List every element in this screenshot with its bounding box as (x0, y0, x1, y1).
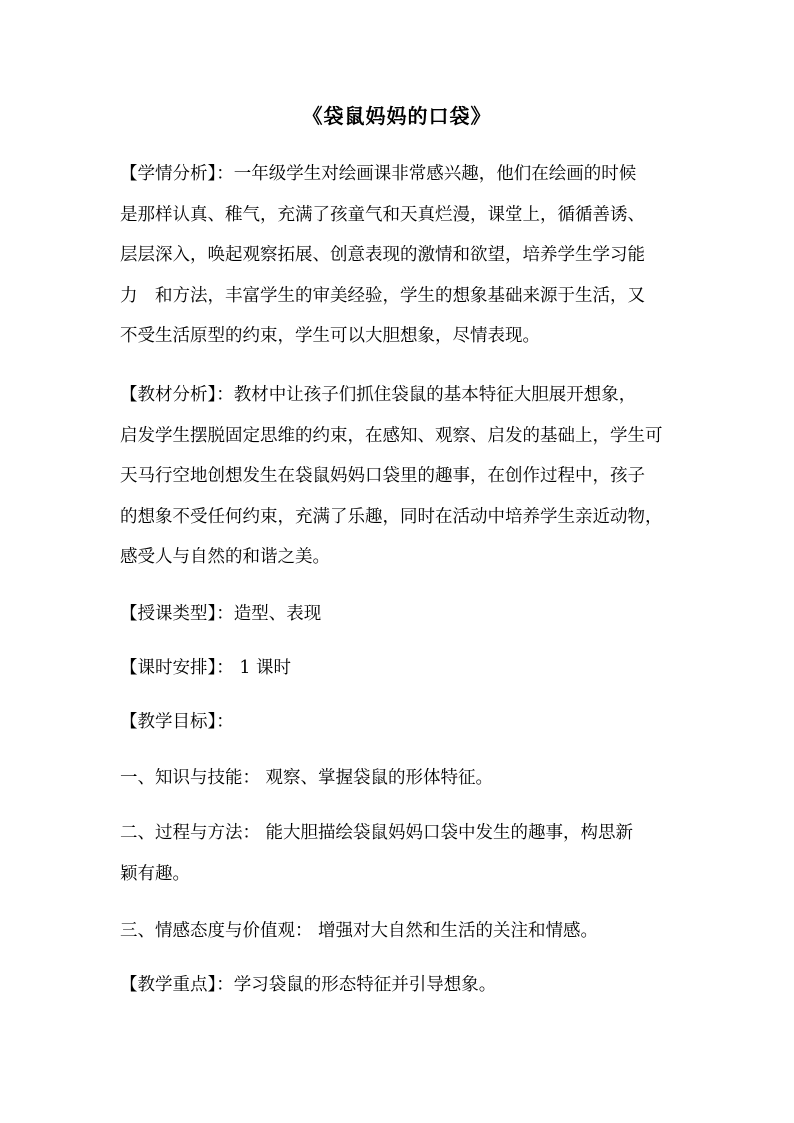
lesson-type-value: ：造型、表现 (216, 604, 322, 624)
key-points-value: ：学习袋鼠的形态特征并引导想象。 (216, 975, 497, 995)
material-analysis-line-2: 启发学生摆脱固定思维的约束，在感知、观察、启发的基础上，学生可 (120, 425, 663, 446)
schedule-label: 【课时安排】 (120, 658, 217, 678)
student-analysis-paragraph (120, 154, 680, 357)
objectives-paragraph: 【教学目标】： (120, 712, 234, 732)
student-analysis-line-3: 层层深入，唤起观察拓展、创意表现的激情和欲望，培养学生学习能 (120, 245, 645, 265)
key-points-label: 【教学重点】 (120, 975, 217, 995)
objectives-label: 【教学目标】 (120, 712, 217, 732)
objective-process-methods: 二、过程与方法： 能大胆描绘袋鼠妈妈口袋中发生的趣事，构思新 颖有趣。 (120, 823, 634, 884)
objective-knowledge-skills: 一、知识与技能： 观察、掌握袋鼠的形体特征。 (120, 768, 494, 788)
material-analysis-label: 【教材分析】 (120, 385, 217, 405)
objective-emotion-values: 三、情感态度与价值观： 增强对大自然和生活的关注和情感。 (120, 921, 599, 941)
material-analysis-line-4: 的想象不受任何约束，充满了乐趣，同时在活动中培养学生亲近动物， (120, 506, 663, 527)
student-analysis-line-2: 是那样认真、稚气，充满了孩童气和天真烂漫，课堂上，循循善诱、 (120, 204, 645, 225)
student-analysis-line-1: 【学情分析】：一年级学生对绘画课非常感兴趣，他们在绘画的时候 (120, 164, 637, 184)
material-analysis-line-1: 【教材分析】：教材中让孩子们抓住袋鼠的基本特征大胆展开想象， (120, 385, 637, 405)
material-analysis-line-5: 感受人与自然的和谐之美。 (120, 547, 330, 567)
student-analysis-label: 【学情分析】 (120, 164, 217, 184)
document-title: 《袋鼠妈妈的口袋》 (302, 104, 492, 128)
key-points-paragraph (120, 965, 680, 1006)
lesson-type-label: 【授课类型】 (120, 604, 217, 624)
schedule-value: ： 1 课时 (216, 658, 292, 678)
material-analysis-paragraph (120, 375, 680, 578)
lesson-type-paragraph (120, 594, 680, 635)
schedule-paragraph (120, 648, 680, 689)
student-analysis-line-4: 力 和方法，丰富学生的审美经验，学生的想象基础来源于生活，又 (120, 285, 645, 306)
student-analysis-line-5: 不受生活原型的约束，学生可以大胆想象，尽情表现。 (120, 326, 540, 346)
material-analysis-line-3: 天马行空地创想发生在袋鼠妈妈口袋里的趣事，在创作过程中，孩子 (120, 466, 645, 486)
